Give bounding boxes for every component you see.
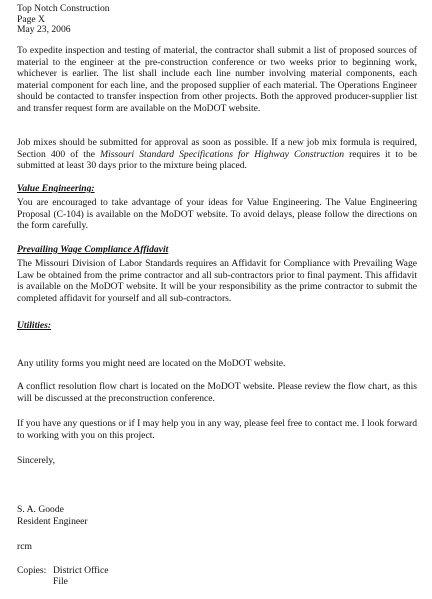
paragraph-utility-forms: Any utility forms you might need are located on the MoDOT website.: [17, 358, 286, 369]
copies-list: [53, 565, 109, 587]
paragraph-job-mixes: [17, 137, 417, 172]
copy-recipient: File: [53, 576, 68, 587]
job-mixes-text-2: requires it to be submitted at least 30 days prior to the mixture being placed.: [17, 148, 417, 172]
typist-initials: rcm: [17, 541, 32, 552]
job-mixes-text-1: Job mixes should be submitted for approval as soon as possible. If a new job mix formula is required, Section 400 of the: [17, 137, 417, 160]
spec-title: Missouri Standard Specifications for Highway Construction: [100, 148, 345, 160]
company-name: Top Notch Construction: [17, 3, 110, 14]
letter-date: May 23, 2006: [17, 24, 71, 35]
copies-label: Copies:: [17, 565, 47, 576]
heading-utilities: Utilities:: [17, 320, 52, 331]
heading-value-engineering: Value Engineering:: [17, 183, 95, 194]
paragraph-material-sources: To expedite inspection and testing of material, the contractor shall submit a list of proposed sources of material to the engineer at the pre-construction conference or two weeks prior to beginning work, whichever is earlier. The list shall include each line number involving material components, each material component for each line, and the proposed supplier of each material. The Operations Engineer should be contacted to transfer inspection from other projects. Both the approved producer-supplier list and transfer request form are available on the MoDOT website.: [17, 45, 417, 114]
paragraph-questions: If you have any questions or if I may help you in any way, please feel free to contact me. I look forward to working with you on this project.: [17, 418, 417, 441]
heading-prevailing-wage: Prevailing Wage Compliance Affidavit: [17, 244, 169, 255]
paragraph-value-engineering: You are encouraged to take advantage of your ideas for Value Engineering. The Value Engineering Proposal (C-104) is available on the MoDOT website. To avoid delays, please follow the directions on the form carefully.: [17, 197, 417, 232]
paragraph-prevailing-wage: The Missouri Division of Labor Standards requires an Affidavit for Compliance with Prevailing Wage Law be obtained from the prime contractor and all sub-contractors prior to final payment. This affidavit is available on the MoDOT website. It will be your responsibility as the prime contractor to submit the completed affidavit for yourself and all sub-contractors.: [17, 258, 417, 304]
paragraph-flow-chart: A conflict resolution flow chart is located on the MoDOT website. Please review the flow chart, as this will be discussed at the preconstruction conference.: [17, 381, 417, 404]
copy-recipient: District Office: [53, 565, 109, 576]
page-number: Page X: [17, 14, 45, 25]
signer-title: Resident Engineer: [17, 516, 88, 527]
signer-name: S. A. Goode: [17, 504, 64, 515]
salutation: Sincerely,: [17, 455, 56, 466]
